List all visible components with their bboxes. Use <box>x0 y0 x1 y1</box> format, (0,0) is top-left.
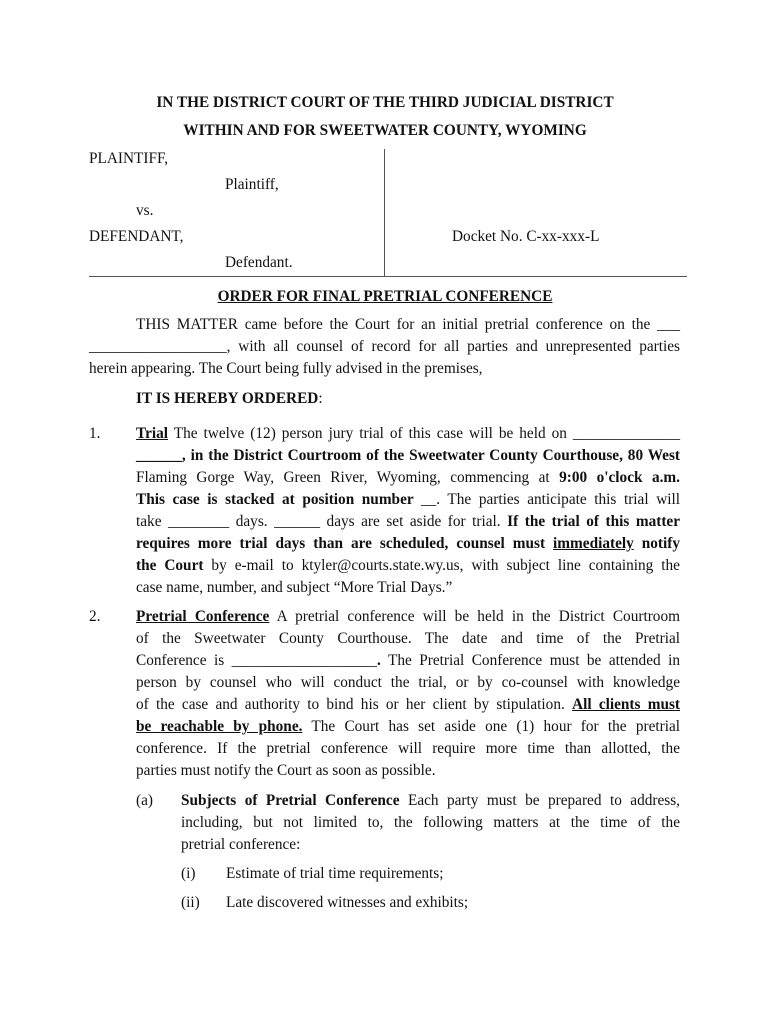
plaintiff-role: Plaintiff, <box>225 176 279 193</box>
item-2-text-3c: The Pretrial Conference must be attended in <box>380 652 680 669</box>
item-1-immediately: immediately <box>553 535 634 552</box>
caption-vertical-divider <box>384 149 385 276</box>
item-1-time: 9:00 o'clock a.m. <box>559 469 680 486</box>
item-1-number: 1. <box>89 425 101 442</box>
item-1-line-6 <box>136 535 680 553</box>
court-header-line-2: WITHIN AND FOR SWEETWATER COUNTY, WYOMING <box>183 122 587 139</box>
order-title: ORDER FOR FINAL PRETRIAL CONFERENCE <box>217 288 553 305</box>
item-2-text-1: A pretrial conference will be held in the District Courtroom <box>269 608 680 625</box>
item-2-clients: All clients must <box>572 696 680 713</box>
item-1-line-4 <box>136 491 680 509</box>
defendant-name: DEFENDANT, <box>89 228 184 245</box>
sub-a-line-3: pretrial conference: <box>181 836 301 853</box>
item-2-heading: Pretrial Conference <box>136 608 270 625</box>
item-2-phone: be reachable by phone. <box>136 718 303 735</box>
sub-item-label: (i) <box>181 865 196 882</box>
item-1-line-8: case name, number, and subject “More Trial Days.” <box>136 579 453 596</box>
item-2-line-4: person by counsel who will conduct the trial, or by co-counsel with knowledge <box>136 674 680 691</box>
sub-a-line-1 <box>181 792 680 810</box>
item-1-text-7b: by e-mail to ktyler@courts.state.wy.us, with subject line containing the <box>203 557 680 574</box>
item-1-text-1: The twelve (12) person jury trial of this case will be held on ______________ <box>168 425 680 442</box>
defendant-role: Defendant. <box>225 254 293 271</box>
item-2-text-3b: . <box>376 652 381 669</box>
docket-number: Docket No. C-xx-xxx-L <box>452 228 600 245</box>
item-1-stacked: This case is stacked at position number <box>136 491 421 508</box>
sub-item-label: (ii) <box>181 894 200 911</box>
item-2-text-6b: The Court has set aside one (1) hour for the pretrial <box>302 718 680 735</box>
item-1-line-2 <box>136 447 680 465</box>
sub-a-text-1: Each party must be prepared to address, <box>399 792 680 809</box>
item-1-heading: Trial <box>136 425 169 442</box>
item-2-text-3a: Conference is ___________________ <box>136 652 377 669</box>
item-2-number: 2. <box>89 608 101 625</box>
court-header-line-1: IN THE DISTRICT COURT OF THE THIRD JUDICIAL DISTRICT <box>156 94 614 111</box>
item-2-line-5 <box>136 696 680 714</box>
caption-horizontal-divider <box>89 276 687 277</box>
plaintiff-name: PLAINTIFF, <box>89 150 169 167</box>
item-2-line-6 <box>136 718 680 736</box>
item-2-line-2: of the Sweetwater County Courthouse. The date and time of the Pretrial <box>136 630 680 647</box>
item-1-text-2: ______, in the District Courtroom of the Sweetwater County Courthouse, 80 West <box>136 447 680 464</box>
sub-item-text: Estimate of trial time requirements; <box>226 865 444 882</box>
item-1-text-4b: __. The parties anticipate this trial will <box>420 491 680 508</box>
item-1-line-1 <box>136 425 680 443</box>
ordered-statement: IT IS HEREBY ORDERED: <box>136 390 323 407</box>
item-2-line-3 <box>136 652 680 670</box>
item-2-line-1 <box>136 608 680 626</box>
item-1-text-5a: take ________ days. ______ days are set aside for trial. <box>136 513 508 530</box>
intro-line-1: THIS MATTER came before the Court for an initial pretrial conference on the ___ <box>136 316 680 333</box>
sub-a-line-2: including, but not limited to, the following matters at the time of the <box>181 814 680 831</box>
versus-label: vs. <box>136 202 154 219</box>
item-1-line-5 <box>136 513 680 531</box>
sub-item-text: Late discovered witnesses and exhibits; <box>226 894 469 911</box>
intro-line-3: herein appearing. The Court being fully advised in the premises, <box>89 360 483 377</box>
item-1-text-6c: notify <box>633 535 680 552</box>
item-1-line-7 <box>136 557 680 575</box>
item-1-text-3a: Flaming Gorge Way, Green River, Wyoming, commencing at <box>136 469 560 486</box>
item-2-line-8: parties must notify the Court as soon as possible. <box>136 762 436 779</box>
intro-line-2: __________________, with all counsel of record for all parties and unrepresented parties <box>89 338 680 355</box>
item-1-text-5b: If the trial of this matter <box>507 513 681 530</box>
item-2-text-5a: of the case and authority to bind his or her client by stipulation. <box>136 696 573 713</box>
item-1-text-6a: requires more trial days than are scheduled, counsel must <box>136 535 554 552</box>
sub-a-label: (a) <box>136 792 153 809</box>
item-1-text-7a: the Court <box>136 557 204 574</box>
item-2-line-7: conference. If the pretrial conference will require more time than allotted, the <box>136 740 680 757</box>
sub-a-heading: Subjects of Pretrial Conference <box>181 792 400 809</box>
item-1-line-3 <box>136 469 680 487</box>
ordered-text: IT IS HEREBY ORDERED <box>136 390 319 407</box>
